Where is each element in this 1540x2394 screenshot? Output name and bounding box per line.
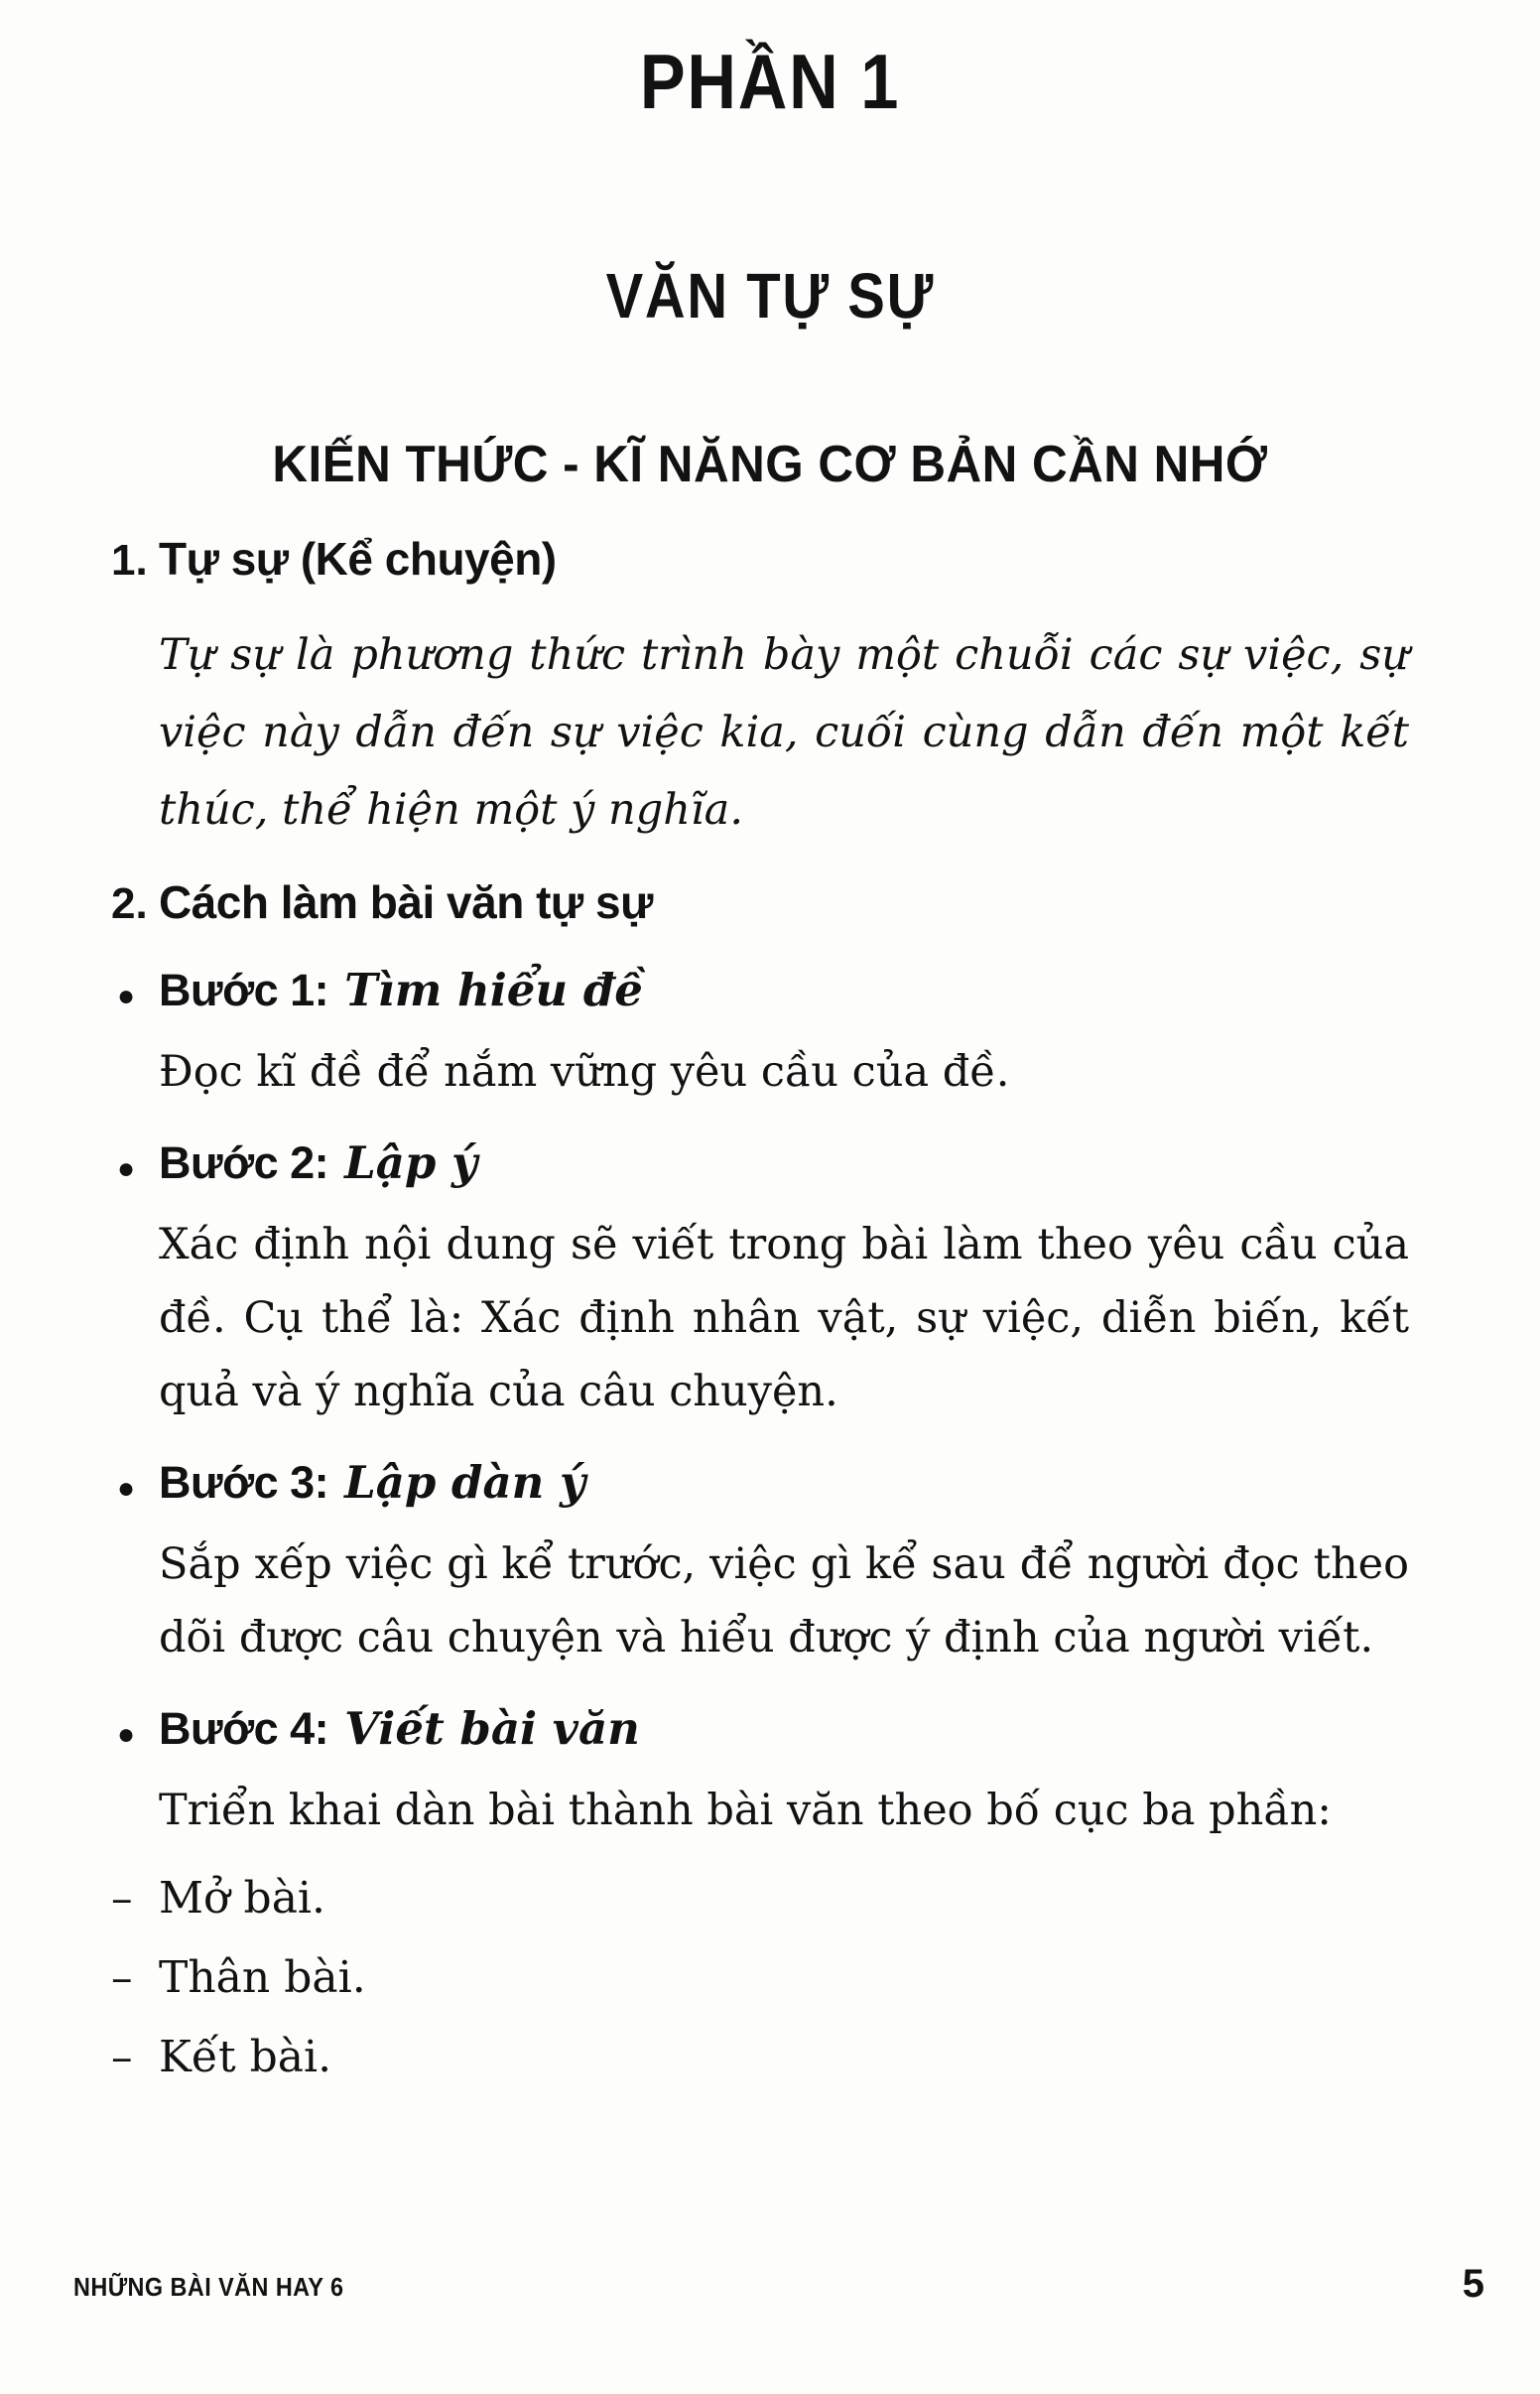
part-title-row bbox=[0, 0, 1540, 145]
step-1-name: Tìm hiểu đề bbox=[344, 964, 643, 1016]
essay-outline-list bbox=[0, 1859, 1540, 2097]
bullet-icon: ● bbox=[117, 1152, 136, 1185]
outline-item-mo-bai bbox=[0, 1859, 1540, 1938]
step-2-heading bbox=[0, 1130, 1540, 1206]
topic-1-heading bbox=[0, 527, 1540, 593]
chapter-title-row bbox=[0, 260, 1540, 348]
section-heading: KIẾN THỨC - KĨ NĂNG CƠ BẢN CẦN NHỚ bbox=[272, 436, 1268, 493]
step-4-heading bbox=[0, 1696, 1540, 1772]
bullet-icon: ● bbox=[117, 980, 136, 1012]
step-1-heading bbox=[0, 958, 1540, 1033]
dash-marker: – bbox=[111, 2033, 133, 2082]
step-2-label: Bước 2: bbox=[159, 1137, 329, 1188]
outline-item-text: Mở bài. bbox=[159, 1873, 325, 1924]
part-title: PHẦN 1 bbox=[639, 38, 901, 125]
topic-2-heading bbox=[0, 870, 1540, 936]
step-3-label: Bước 3: bbox=[159, 1457, 329, 1508]
step-3-heading bbox=[0, 1450, 1540, 1526]
step-2-name: Lập ý bbox=[344, 1136, 478, 1189]
step-1-body: Đọc kĩ đề để nắm vững yêu cầu của đề. bbox=[159, 1047, 1010, 1097]
chapter-title: VĂN TỰ SỰ bbox=[605, 260, 935, 332]
step-2-body: Xác định nội dung sẽ viết trong bài làm theo yêu cầu của đề. Cụ thể là: Xác định nhân vật, sự việc, diễn biến, kết quả và ý nghĩa của câu chuyện. bbox=[159, 1220, 1409, 1416]
dash-marker: – bbox=[111, 1874, 133, 1924]
topic-1-title: Tự sự (Kể chuyện) bbox=[159, 533, 557, 585]
step-3-body: Sắp xếp việc gì kể trước, việc gì kể sau để người đọc theo dõi được câu chuyện và hiểu được ý định của người viết. bbox=[159, 1539, 1409, 1662]
bullet-icon: ● bbox=[117, 1472, 136, 1505]
definition-paragraph: Tự sự là phương thức trình bày một chuỗi các sự việc, sự việc này dẫn đến sự việc kia, cuối cùng dẫn đến một kết thúc, thể hiện một ý nghĩa. bbox=[159, 630, 1409, 835]
step-1-title bbox=[159, 958, 643, 1033]
step-4-name: Viết bài văn bbox=[344, 1702, 640, 1755]
outline-item-ket-bai bbox=[0, 2018, 1540, 2097]
step-4-title bbox=[159, 1696, 640, 1772]
section-heading-row bbox=[0, 436, 1540, 505]
topic-1-number: 1. bbox=[111, 536, 148, 585]
outline-item-text: Thân bài. bbox=[159, 1952, 366, 2003]
topic-2-title: Cách làm bài văn tự sự bbox=[159, 876, 653, 928]
page-number: 5 bbox=[1462, 2262, 1484, 2306]
step-4-label: Bước 4: bbox=[159, 1703, 329, 1754]
step-4-body: Triển khai dàn bài thành bài văn theo bố cục ba phần: bbox=[159, 1786, 1332, 1835]
step-3-name: Lập dàn ý bbox=[344, 1456, 586, 1509]
bullet-icon: ● bbox=[117, 1718, 136, 1751]
topic-2-number: 2. bbox=[111, 879, 148, 928]
outline-item-text: Kết bài. bbox=[159, 2032, 332, 2082]
step-1-label: Bước 1: bbox=[159, 965, 329, 1015]
step-2-title bbox=[159, 1130, 477, 1206]
outline-item-than-bai bbox=[0, 1938, 1540, 2018]
step-3-title bbox=[159, 1450, 585, 1526]
footer-book-title: NHỮNG BÀI VĂN HAY 6 bbox=[73, 2272, 344, 2302]
dash-marker: – bbox=[111, 1953, 133, 2003]
